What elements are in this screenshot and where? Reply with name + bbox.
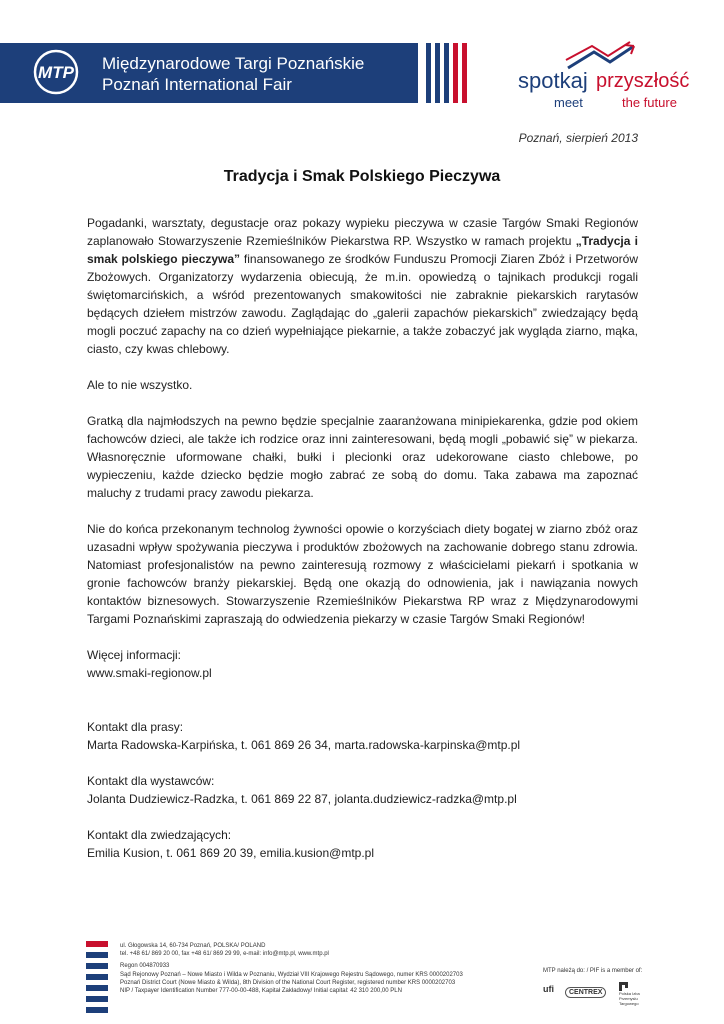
motto-meet: meet <box>554 95 583 110</box>
ufi-logo: ufi <box>543 984 554 994</box>
pipt-logo-text: Polska Izba Przemysłu Targowego <box>619 991 640 1006</box>
svg-text:MTP: MTP <box>38 63 74 82</box>
member-logos <box>543 984 653 1006</box>
p1-project-name: „Tradycja i smak polskiego pieczywa” <box>87 234 638 266</box>
footer-stripe <box>86 974 108 980</box>
footer-line: Poznań District Court (Nowe Miasto & Wilda), 8th Division of the National Court Register, registered number KRS 0000202703 <box>120 979 456 986</box>
motto-spotkaj: spotkaj <box>518 68 588 93</box>
footer-stripe <box>86 1007 108 1013</box>
pipt-logo <box>619 982 653 1006</box>
contact-press-label: Kontakt dla prasy: <box>87 720 184 734</box>
header-title-pl: Międzynarodowe Targi Poznańskie <box>102 54 365 73</box>
footer-stripes <box>86 941 108 1023</box>
header-title-en: Poznań International Fair <box>102 75 292 94</box>
paragraph-2: Ale to nie wszystko. <box>87 378 193 392</box>
centrex-logo: CENTREX <box>565 987 606 998</box>
footer-line: ul. Głogowska 14, 60-734 Poznań, POLSKA/ POLAND <box>120 943 266 949</box>
footer-line: Regon 004870933 <box>120 963 170 970</box>
footer-line: tel. +48 61/ 869 20 00, fax +48 61/ 869 29 99, e-mail: info@mtp.pl, www.mtp.pl <box>120 951 329 958</box>
header-title <box>102 53 364 95</box>
stripe <box>444 43 449 103</box>
pipt-logo-icon <box>619 982 628 991</box>
document-title: Tradycja i Smak Polskiego Pieczywa <box>223 168 501 185</box>
paragraph-1 <box>87 214 638 358</box>
footer-line: Sąd Rejonowy Poznań – Nowe Miasto i Wilda w Poznaniu, Wydział VIII Krajowego Rejestru Sądowego, numer KRS 0000202703 <box>120 971 463 978</box>
contact-visitors-label: Kontakt dla zwiedzających: <box>87 828 232 842</box>
member-text: MTP należą do: / PIF is a member of: <box>543 968 643 974</box>
more-info <box>87 646 638 682</box>
footer-stripe <box>86 985 108 991</box>
p1-text-a: Pogadanki, warsztaty, degustacje oraz pokazy wypieku pieczywa w czasie Targów Smaki Regionów zaplanowało Stowarzyszenie Rzemieślników Piekarstwa RP. Wszystko w ramach projektu <box>87 216 638 248</box>
contact-visitors-value: Emilia Kusion, t. 061 869 20 39, emilia.kusion@mtp.pl <box>87 846 374 860</box>
document-date: Poznań, sierpień 2013 <box>518 131 638 145</box>
more-info-label: Więcej informacji: <box>87 648 182 662</box>
footer-address <box>120 942 520 995</box>
motto-przyszlosc: przyszłość <box>596 70 690 92</box>
contact-exhibitors-label: Kontakt dla wystawców: <box>87 774 215 788</box>
contact-exhibitors <box>87 772 638 808</box>
stripe <box>426 43 431 103</box>
contact-exhibitors-value: Jolanta Dudziewicz-Radzka, t. 061 869 22 87, jolanta.dudziewicz-radzka@mtp.pl <box>87 792 517 806</box>
paragraph-4: Nie do końca przekonanym technolog żywności opowie o korzyściach diety bogatej w ziarno zbóż oraz uzasadni wpływ spożywania pieczywa i produktów zbożowych na zachowanie dobrego stanu zdrowia. Natomiast profesjonalistów na pewno zainteresują rozmowy z właścicielami piekarń i spotkania w gronie fachowców branży piekarskiej. Będą one okazją do odnowienia, jak i nawiązania nowych kontaktów biznesowych. Stowarzyszenie Rzemieślników Piekarstwa RP wraz z Międzynarodowymi Targami Poznańskimi zapraszają do odwiedzenia piekarzy w czasie Targów Smaki Regionów! <box>87 522 638 626</box>
motto-the-future: the future <box>622 95 677 110</box>
footer-stripe <box>86 996 108 1002</box>
contact-press-value: Marta Radowska-Karpińska, t. 061 869 26 34, marta.radowska-karpinska@mtp.pl <box>87 738 521 752</box>
footer-stripe <box>86 952 108 958</box>
contact-press <box>87 718 638 754</box>
header-stripes <box>426 43 468 103</box>
stripe <box>435 43 440 103</box>
motto-logo <box>512 40 690 110</box>
more-info-link[interactable]: www.smaki-regionow.pl <box>87 666 212 680</box>
contact-visitors <box>87 826 638 862</box>
footer-line: NIP / Taxpayer Identification Number 777-00-00-488, Kapitał Zakładowy/ Initial capital: 42 310 200,00 PLN <box>120 988 402 995</box>
stripe <box>462 43 467 103</box>
document-body <box>87 214 638 880</box>
footer-stripe <box>86 941 108 947</box>
mtp-logo-icon <box>33 49 79 95</box>
footer-stripe <box>86 963 108 969</box>
paragraph-3: Gratką dla najmłodszych na pewno będzie specjalnie zaaranżowana minipiekarenka, gdzie pod okiem fachowców dzieci, ale także ich rodzice oraz inni zainteresowani, będą mogli „pobawić się” w piekarza. Własnoręcznie uformowane chałki, bułki i plecionki oraz udekorowane ciasto chlebowe, po wypieczeniu, każde dziecko będzie mogło zabrać ze sobą do domu. Taka zabawa ma zapoznać maluchy z trudami pracy zawodu piekarza. <box>87 414 638 500</box>
stripe <box>453 43 458 103</box>
p1-text-b: finansowanego ze środków Funduszu Promocji Ziaren Zbóż i Przetworów Zbożowych. Organizatorzy wydarzenia obiecują, że m.in. opowiedzą o tajnikach produkcji rogali świętomarcińskich, a wśród prezentowanych smakowitości nie zabraknie piekarskich rarytasów będących dziełem mistrzów zawodu. Zaglądając do „galerii zapachów piekarskich” zwiedzający będą mogli poczuć zapachy na co dzień wypełniające piekarnie, a także zobaczyć jak wygląda ziarno, mąka, ciasto, czy kwas chlebowy. <box>87 252 639 356</box>
